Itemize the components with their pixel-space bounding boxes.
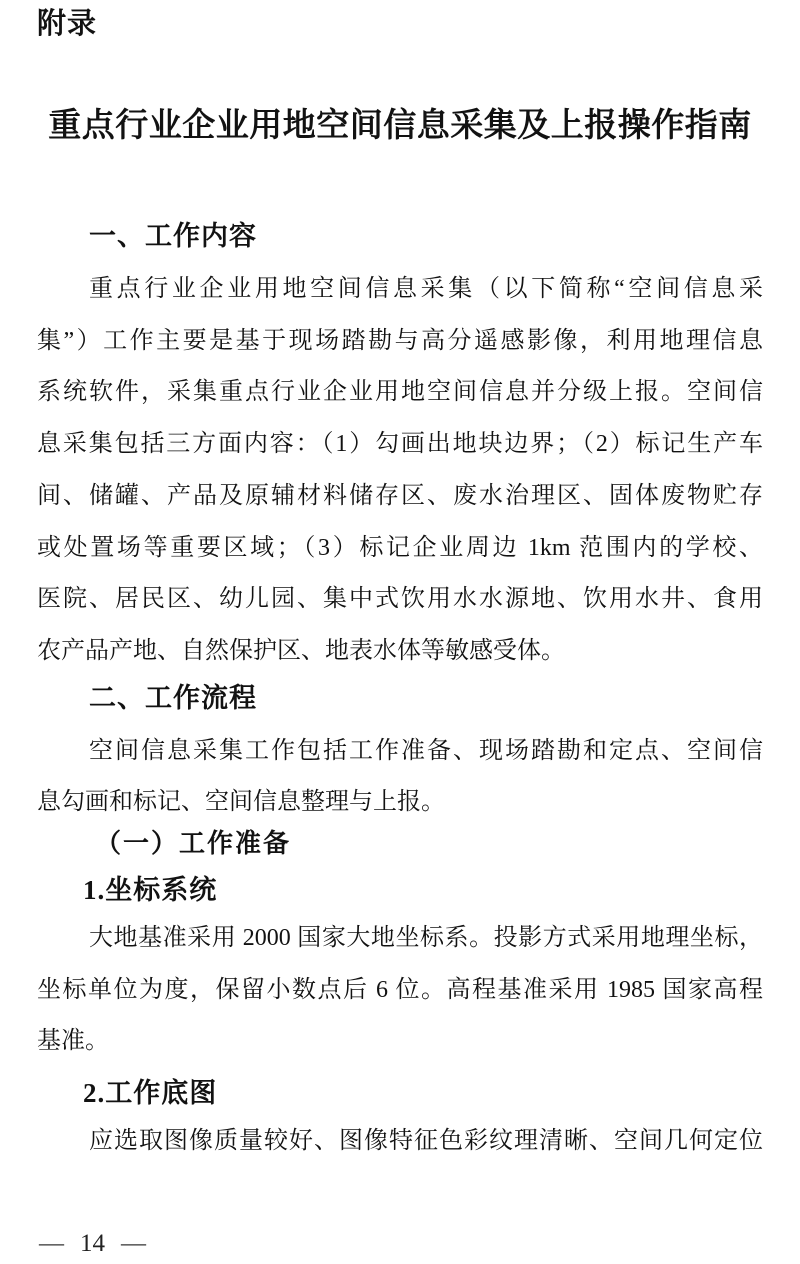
document-title: 重点行业企业用地空间信息采集及上报操作指南	[48, 106, 752, 143]
paragraph	[37, 264, 763, 678]
page-footer	[39, 1230, 146, 1258]
paragraph-line: 坐标单位为度，保留小数点后 6 位。高程基准采用 1985 国家高程	[37, 976, 763, 1003]
section-heading: 2.工作底图	[83, 1078, 218, 1109]
paragraph-line: 空间信息采集工作包括工作准备、现场踏勘和定点、空间信	[89, 737, 763, 764]
paragraph-line: 或处置场等重要区域；（3）标记企业周边 1km 范围内的学校、	[37, 534, 763, 561]
paragraph-line: 系统软件，采集重点行业企业用地空间信息并分级上报。空间信	[37, 379, 763, 406]
paragraph-line: 息勾画和标记、空间信息整理与上报。	[37, 789, 445, 816]
paragraph-line: 重点行业企业用地空间信息采集（以下简称“空间信息采	[89, 276, 763, 302]
section-heading: （一）工作准备	[95, 829, 292, 859]
footer-page-number: 14	[80, 1230, 105, 1257]
paragraph-line: 集”）工作主要是基于现场踏勘与高分遥感影像，利用地理信息	[37, 327, 763, 354]
footer-dash-right: —	[121, 1230, 146, 1257]
paragraph-line: 基准。	[37, 1028, 109, 1055]
appendix-label: 附录	[37, 8, 98, 40]
paragraph-line: 间、储罐、产品及原辅材料储存区、废水治理区、固体废物贮存	[37, 482, 763, 509]
footer-dash-left: —	[39, 1230, 64, 1257]
paragraph	[37, 913, 763, 1068]
paragraph	[37, 726, 763, 829]
section-heading: 一、工作内容	[89, 221, 257, 251]
paragraph-line: 应选取图像质量较好、图像特征色彩纹理清晰、空间几何定位	[89, 1128, 763, 1155]
section-heading: 二、工作流程	[89, 682, 257, 713]
paragraph	[37, 1116, 763, 1168]
paragraph-line: 医院、居民区、幼儿园、集中式饮用水水源地、饮用水井、食用	[37, 586, 763, 613]
paragraph-line: 大地基准采用 2000 国家大地坐标系。投影方式采用地理坐标，	[89, 925, 763, 952]
section-heading: 1.坐标系统	[83, 875, 218, 906]
paragraph-line: 息采集包括三方面内容：（1）勾画出地块边界；（2）标记生产车	[37, 431, 763, 458]
document-body	[37, 216, 763, 1168]
paragraph-line: 农产品产地、自然保护区、地表水体等敏感受体。	[37, 637, 565, 664]
